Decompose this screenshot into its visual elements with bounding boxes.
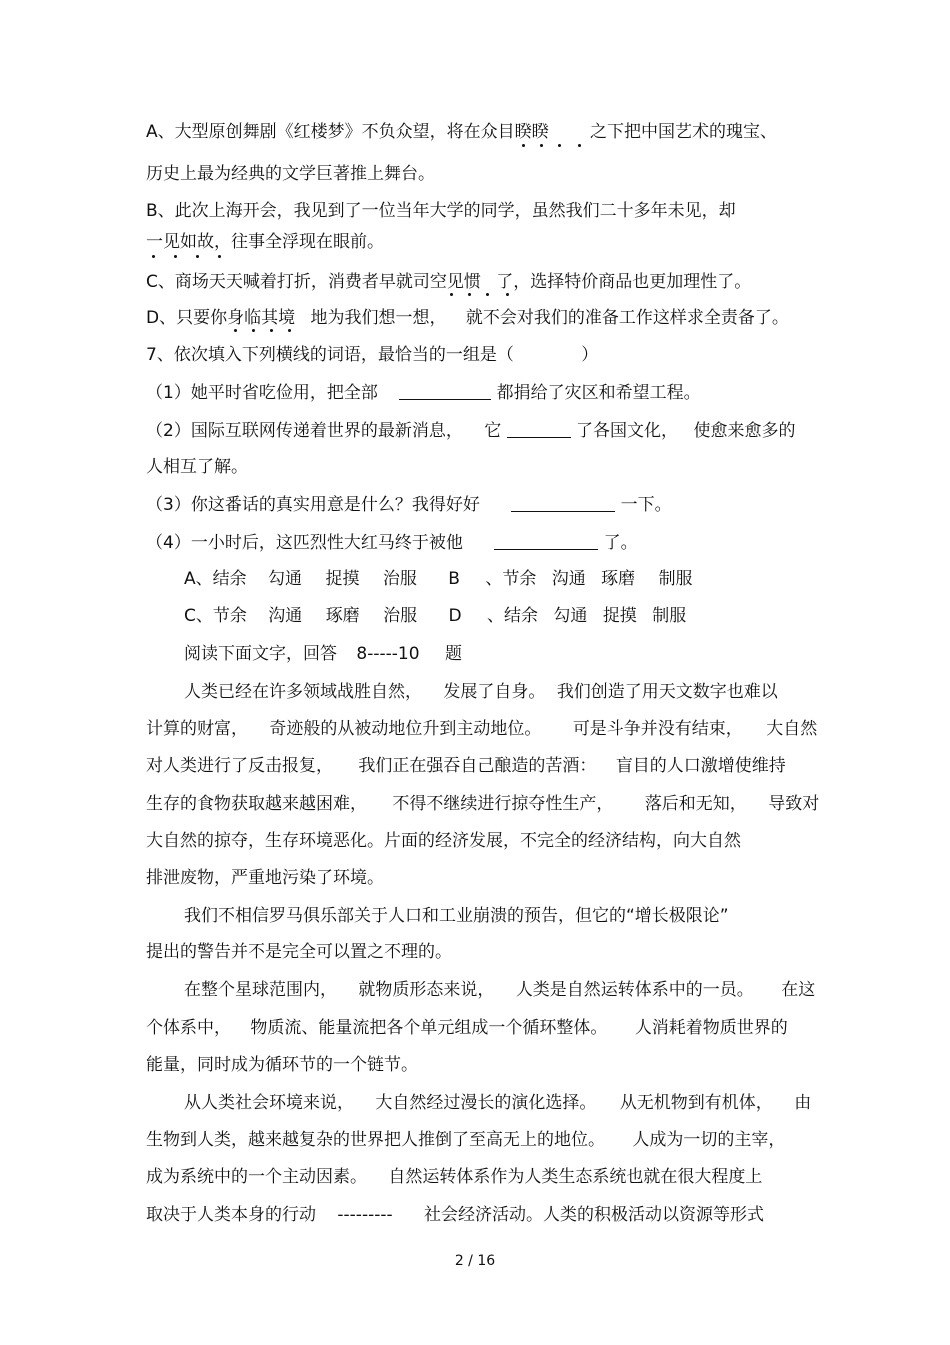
passage-text: 由 bbox=[794, 1093, 812, 1113]
option-d-text: D、只要你身临其境 bbox=[146, 308, 296, 328]
passage-text: 奇迹般的从被动地位升到主动地位。 bbox=[269, 719, 542, 739]
choice-b-word: 沟通 bbox=[551, 569, 586, 589]
option-b-line-2 bbox=[146, 231, 384, 253]
passage-text: 不得不继续进行掠夺性生产， bbox=[392, 794, 614, 814]
sentence-2-line-2 bbox=[146, 456, 248, 478]
choice-b-word: 制服 bbox=[658, 569, 693, 589]
option-d-text-cont: 地为我们想一想， bbox=[310, 308, 447, 328]
passage-line bbox=[146, 1166, 762, 1188]
passage-line bbox=[146, 1204, 764, 1226]
passage-line bbox=[184, 1092, 811, 1114]
choice-c-word: C、节余 bbox=[184, 606, 247, 626]
passage-text: 大自然的掠夺，生存环境恶化。片面的经济发展，不完全的经济结构，向大自然 bbox=[146, 831, 741, 851]
passage-text: 生存的食物获取越来越困难， bbox=[146, 794, 367, 814]
passage-text: 大自然 bbox=[766, 719, 818, 739]
passage-text: 可是斗争并没有结束， bbox=[572, 719, 743, 739]
question-7-text: 7、依次填入下列横线的词语，最恰当的一组是（ bbox=[146, 345, 514, 365]
passage-text: 我们不相信罗马俱乐部关于人口和工业崩溃的预告，但它的“增长极限论” bbox=[184, 906, 729, 926]
passage-text: 生物到人类，越来越复杂的世界把人推倒了至高无上的地位。 bbox=[146, 1130, 605, 1150]
choice-c-word: 琢磨 bbox=[325, 606, 360, 626]
answer-paren-close: ） bbox=[581, 345, 599, 365]
passage-text: 能量，同时成为循环节的一个链节。 bbox=[146, 1055, 418, 1075]
question-7-stem bbox=[146, 344, 598, 366]
choice-b-word: 琢磨 bbox=[601, 569, 636, 589]
sentence-4-text: （4）一小时后，这匹烈性大红马终于被他 bbox=[146, 533, 463, 553]
passage-text: 我们创造了用天文数字也难以 bbox=[556, 682, 778, 702]
choice-a-word: 治服 bbox=[382, 569, 417, 589]
sentence-3-text: （3）你这番话的真实用意是什么？我得好好 bbox=[146, 495, 480, 515]
passage-text: 取决于人类本身的行动 bbox=[146, 1205, 316, 1225]
emphasis-dots bbox=[450, 293, 520, 299]
choice-c-word: 沟通 bbox=[268, 606, 303, 626]
passage-text: 人类是自然运转体系中的一员。 bbox=[515, 980, 754, 1000]
fill-blank[interactable] bbox=[511, 493, 615, 512]
passage-text: 盲目的人口激增使维持 bbox=[615, 756, 786, 776]
option-a-text-line2: 历史上最为经典的文学巨著推上舞台。 bbox=[146, 164, 435, 184]
choices-row-1 bbox=[184, 568, 693, 590]
passage-text: 物质流、能量流把各个单元组成一个循环整体。 bbox=[250, 1018, 608, 1038]
passage-line bbox=[146, 1129, 785, 1151]
passage-text: 在这 bbox=[781, 980, 816, 1000]
option-a-text-cont: 之下把中国艺术的瑰宝、 bbox=[590, 122, 778, 142]
passage-text: 发展了自身。 bbox=[443, 682, 546, 702]
passage-text: 从人类社会环境来说， bbox=[184, 1093, 354, 1113]
option-b-text: B、此次上海开会，我见到了一位当年大学的同学，虽然我们二十多年未见，却 bbox=[146, 201, 736, 221]
passage-text: 社会经济活动。人类的积极活动以资源等形式 bbox=[424, 1205, 765, 1225]
instruction-text: 阅读下面文字，回答 bbox=[184, 644, 337, 664]
passage-dashes: --------- bbox=[337, 1205, 393, 1225]
passage-text: 提出的警告并不是完全可以置之不理的。 bbox=[146, 942, 452, 962]
sentence-2-text: （2）国际互联网传递着世界的最新消息， bbox=[146, 421, 463, 441]
choice-b-label: B bbox=[448, 569, 460, 589]
option-c-text: C、商场天天喊着打折，消费者早就司空见惯 bbox=[146, 272, 481, 292]
page-number: 2 / 16 bbox=[454, 1253, 496, 1269]
emphasis-dots bbox=[234, 329, 304, 335]
passage-text: 计算的财富， bbox=[146, 719, 248, 739]
choice-a-word: A、结余 bbox=[184, 569, 247, 589]
choice-d-word: 勾通 bbox=[553, 606, 588, 626]
sentence-1 bbox=[146, 381, 701, 403]
passage-text: 大自然经过漫长的演化选择。 bbox=[375, 1093, 597, 1113]
sentence-4 bbox=[146, 531, 638, 553]
passage-text: 导致对 bbox=[768, 794, 820, 814]
passage-line bbox=[146, 755, 786, 777]
choice-a-word: 捉摸 bbox=[325, 569, 360, 589]
passage-line bbox=[146, 830, 741, 852]
passage-line bbox=[184, 905, 729, 927]
sentence-3 bbox=[146, 493, 672, 515]
passage-text: 排泄废物，严重地污染了环境。 bbox=[146, 868, 384, 888]
passage-line bbox=[184, 681, 778, 703]
passage-text: 落后和无知， bbox=[644, 794, 747, 814]
passage-text: 成为系统中的一个主动因素。 bbox=[146, 1167, 367, 1187]
option-d-text-end: 就不会对我们的准备工作这样求全责备了。 bbox=[465, 308, 789, 328]
passage-text: 就物质形态来说， bbox=[358, 980, 495, 1000]
passage-text: 在整个星球范围内， bbox=[184, 980, 337, 1000]
choice-d-word: 捉摸 bbox=[602, 606, 637, 626]
option-b-line-1 bbox=[146, 200, 736, 222]
passage-text: 对人类进行了反击报复， bbox=[146, 756, 333, 776]
passage-text: 个体系中， bbox=[146, 1018, 231, 1038]
reading-instruction bbox=[184, 643, 462, 665]
option-d-line bbox=[146, 307, 789, 329]
passage-text: 我们正在强吞自己酿造的苦酒： bbox=[358, 756, 597, 776]
option-a-text: A、大型原创舞剧《红楼梦》不负众望，将在众目睽睽 bbox=[146, 122, 549, 142]
choice-d-word: 、结余 bbox=[487, 606, 538, 626]
emphasis-dots bbox=[152, 255, 232, 261]
sentence-1-text-end: 都捐给了灾区和希望工程。 bbox=[496, 383, 701, 403]
fill-blank[interactable] bbox=[399, 381, 491, 400]
emphasis-dots bbox=[522, 144, 582, 150]
sentence-2 bbox=[146, 419, 795, 441]
passage-text: 人成为一切的主宰， bbox=[632, 1130, 786, 1150]
choice-a-word: 勾通 bbox=[268, 569, 303, 589]
fill-blank[interactable] bbox=[507, 419, 571, 438]
sentence-2-text-mid: 它 bbox=[484, 421, 502, 441]
choice-d-label: D bbox=[448, 606, 462, 626]
choices-row-2 bbox=[184, 605, 686, 627]
option-c-text-cont: 了，选择特价商品也更加理性了。 bbox=[496, 272, 752, 292]
sentence-2-text-end: 使愈来愈多的 bbox=[693, 421, 796, 441]
sentence-2-text-cont: 了各国文化， bbox=[576, 421, 679, 441]
passage-line bbox=[146, 941, 452, 963]
passage-line bbox=[146, 1017, 788, 1039]
option-a-line-2 bbox=[146, 163, 435, 185]
passage-line bbox=[146, 867, 384, 889]
option-a-line-1 bbox=[146, 121, 777, 143]
sentence-2-text-line2: 人相互了解。 bbox=[146, 457, 248, 477]
sentence-1-text: （1）她平时省吃俭用，把全部 bbox=[146, 383, 378, 403]
passage-text: 从无机物到有机体， bbox=[619, 1093, 773, 1113]
passage-line bbox=[146, 793, 819, 815]
fill-blank[interactable] bbox=[494, 531, 598, 550]
sentence-4-text-end: 了。 bbox=[603, 533, 638, 553]
passage-text: 自然运转体系作为人类生态系统也就在很大程度上 bbox=[388, 1167, 763, 1187]
instruction-text-end: 题 bbox=[444, 644, 462, 664]
passage-line bbox=[184, 979, 815, 1001]
option-c-line bbox=[146, 271, 751, 293]
option-b-text-line2: 一见如故，往事全浮现在眼前。 bbox=[146, 232, 384, 252]
choice-d-word: 制服 bbox=[652, 606, 687, 626]
passage-text: 人类已经在许多领域战胜自然， bbox=[184, 682, 422, 702]
passage-line bbox=[146, 1054, 418, 1076]
passage-line bbox=[146, 718, 817, 740]
choice-b-word: 、节余 bbox=[485, 569, 537, 589]
choice-c-word: 治服 bbox=[383, 606, 418, 626]
sentence-3-text-end: 一下。 bbox=[620, 495, 672, 515]
passage-text: 人消耗着物质世界的 bbox=[634, 1018, 788, 1038]
instruction-range: 8-----10 bbox=[356, 644, 420, 664]
